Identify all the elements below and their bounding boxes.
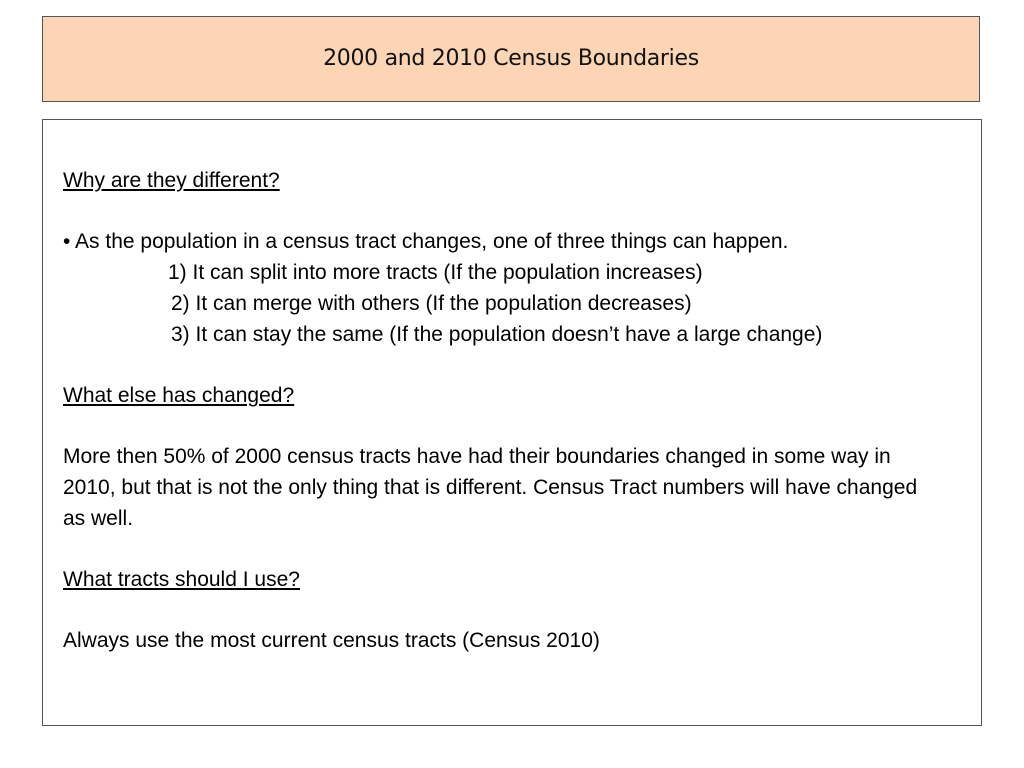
list-item-merge: 2) It can merge with others (If the population decreases): [171, 291, 692, 315]
list-item-split: 1) It can split into more tracts (If the population increases): [168, 261, 703, 285]
paragraph-boundaries-changed: More then 50% of 2000 census tracts have had their boundaries changed in some way in 2010, but that is not the only thing that is different. Census Tract numbers will have changed as well.: [63, 445, 918, 530]
spacer: [63, 197, 963, 228]
title-box: [42, 16, 980, 102]
spacer: [63, 412, 963, 443]
bullet-population-change: • As the population in a census tract changes, one of three things can happen.: [63, 230, 789, 254]
section-heading-why-different: Why are they different?: [63, 169, 280, 192]
list-item-stay-same: 3) It can stay the same (If the population doesn’t have a large change): [171, 322, 823, 346]
slide-title: 2000 and 2010 Census Boundaries: [323, 45, 699, 71]
section-heading-what-changed: What else has changed?: [63, 383, 295, 407]
section-heading-which-tracts: What tracts should I use?: [63, 568, 300, 592]
spacer: [63, 534, 963, 565]
content-body: [63, 166, 963, 657]
content-box: [42, 119, 982, 726]
paragraph-use-current: Always use the most current census tracts (Census 2010): [63, 629, 600, 653]
spacer: [63, 350, 963, 381]
spacer: [63, 596, 963, 627]
